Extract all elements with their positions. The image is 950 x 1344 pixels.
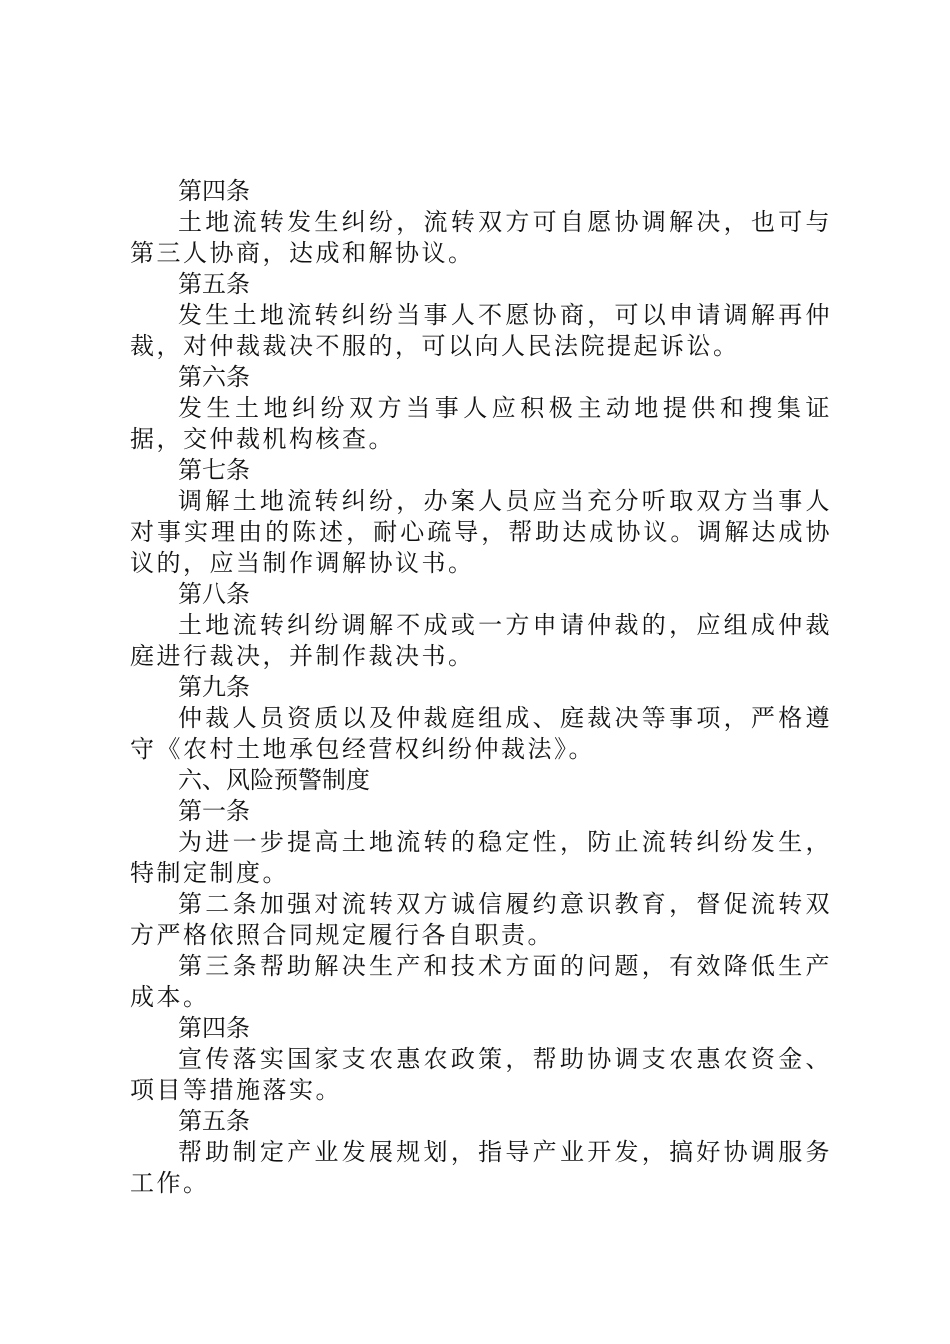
- article-paragraph: 调解土地流转纠纷，办案人员应当充分听取双方当事人对事实理由的陈述，耐心疏导，帮助达成协议。调解达成协议的，应当制作调解协议书。: [130, 487, 832, 577]
- article-heading: 第四条: [178, 177, 250, 205]
- article-paragraph: 宣传落实国家支农惠农政策，帮助协调支农惠农资金、项目等措施落实。: [130, 1045, 832, 1104]
- article-heading: 第一条: [178, 797, 250, 825]
- document-page: [130, 176, 832, 1199]
- article-paragraph: 发生土地纠纷双方当事人应积极主动地提供和搜集证据，交仲裁机构核查。: [130, 394, 832, 453]
- article-paragraph: 土地流转纠纷调解不成或一方申请仲裁的，应组成仲裁庭进行裁决，并制作裁决书。: [130, 611, 832, 670]
- article-paragraph: 第二条加强对流转双方诚信履约意识教育，督促流转双方严格依照合同规定履行各自职责。: [130, 890, 832, 949]
- article-heading: 第八条: [178, 580, 250, 608]
- article-paragraph: 第三条帮助解决生产和技术方面的问题，有效降低生产成本。: [130, 952, 832, 1011]
- article-heading: 第七条: [178, 456, 250, 484]
- article-paragraph: 帮助制定产业发展规划，指导产业开发，搞好协调服务工作。: [130, 1138, 832, 1197]
- article-heading: 第四条: [178, 1014, 250, 1042]
- article-paragraph: 土地流转发生纠纷，流转双方可自愿协调解决，也可与第三人协商，达成和解协议。: [130, 208, 832, 267]
- article-paragraph: 发生土地流转纠纷当事人不愿协商，可以申请调解再仲裁，对仲裁裁决不服的，可以向人民法院提起诉讼。: [130, 301, 832, 360]
- article-heading: 第五条: [178, 270, 250, 298]
- section-heading: 六、风险预警制度: [178, 766, 370, 794]
- article-paragraph: 仲裁人员资质以及仲裁庭组成、庭裁决等事项，严格遵守《农村土地承包经营权纠纷仲裁法》。: [130, 704, 832, 763]
- article-heading: 第九条: [178, 673, 250, 701]
- article-paragraph: 为进一步提高土地流转的稳定性，防止流转纠纷发生，特制定制度。: [130, 828, 832, 887]
- article-heading: 第五条: [178, 1107, 250, 1135]
- article-heading: 第六条: [178, 363, 250, 391]
